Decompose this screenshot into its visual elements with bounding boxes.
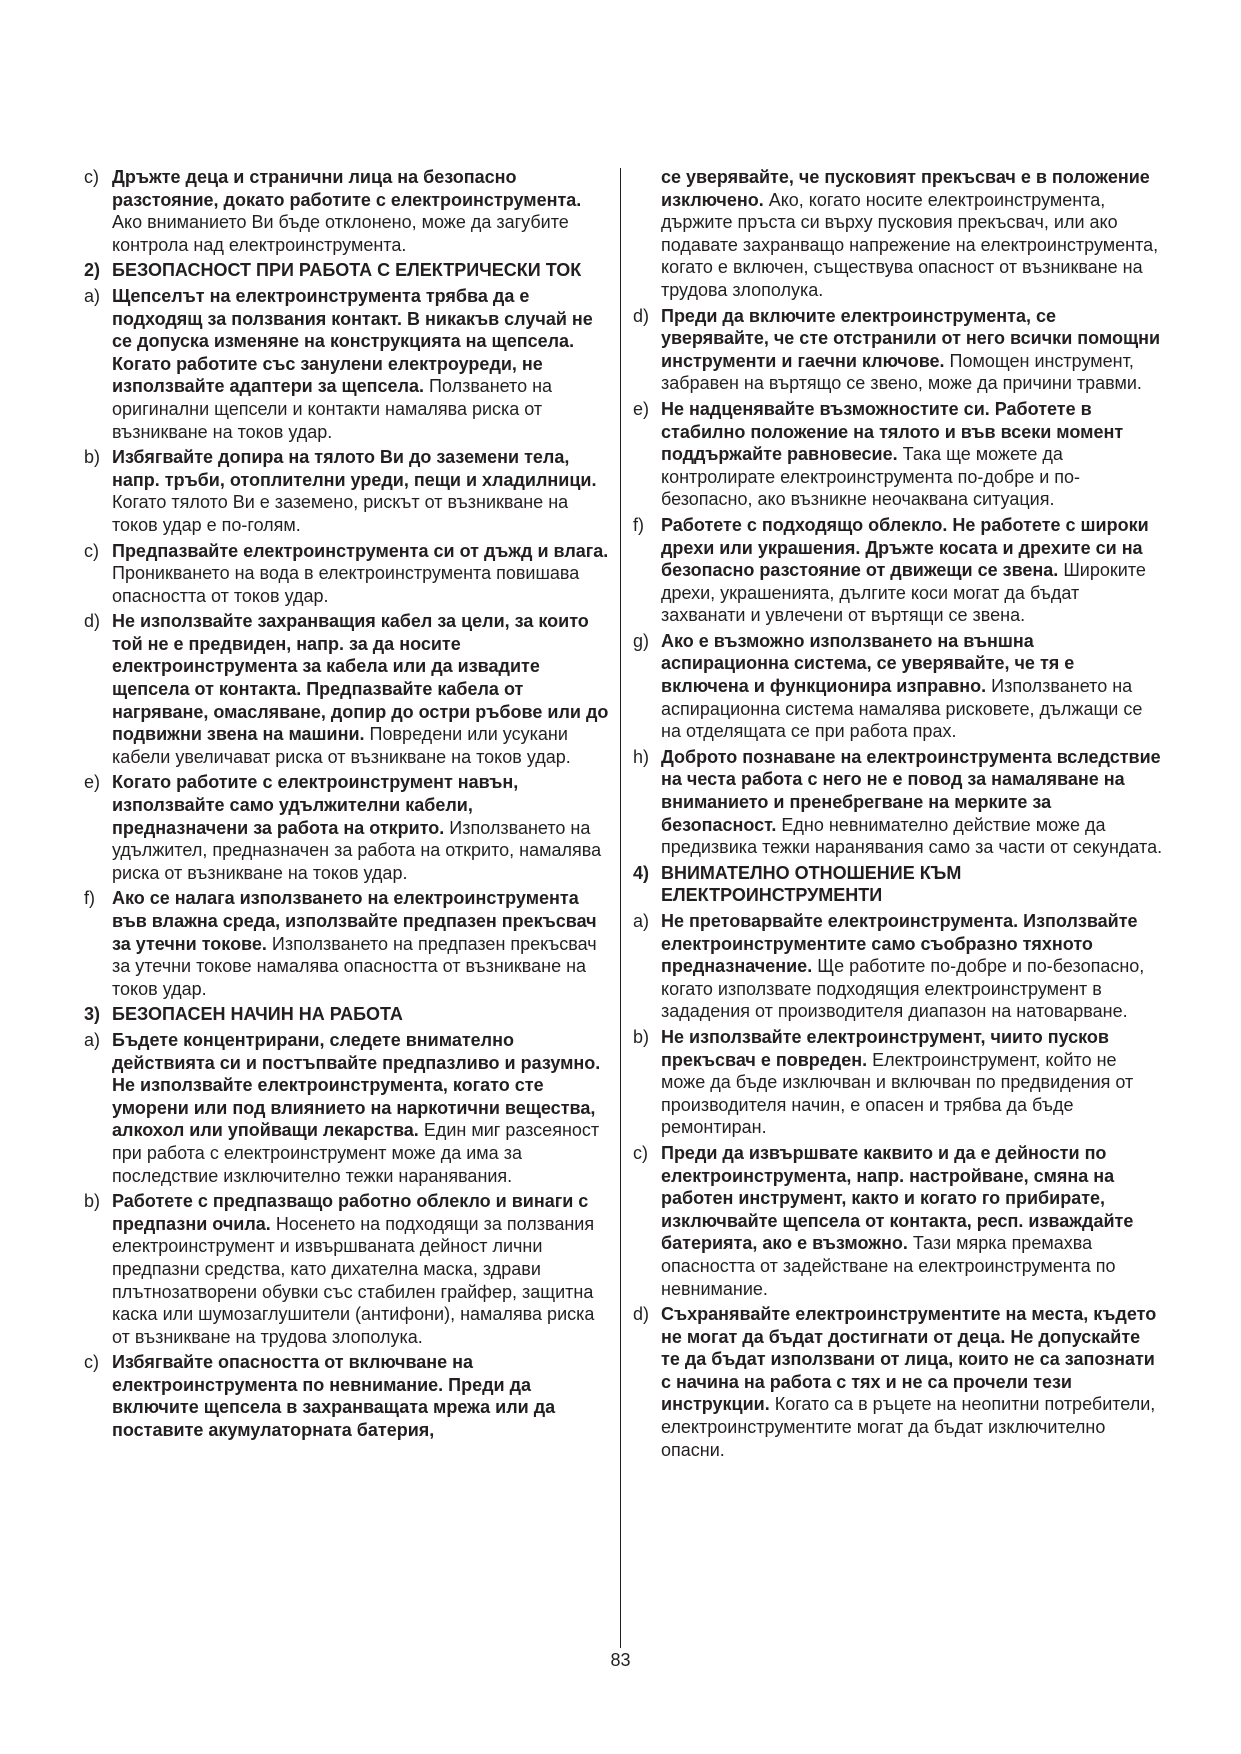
list-item-continuation	[661, 166, 1163, 302]
item-label: f)	[633, 514, 644, 535]
item-body	[112, 446, 610, 536]
item-body	[661, 746, 1163, 859]
item-label: c)	[84, 540, 99, 561]
list-item	[84, 285, 610, 443]
item-bold-text: Ако се налага използването на електроинструмента във влажна среда, използвайте предпазен прекъсвач за утечни токове.	[112, 888, 597, 954]
item-text: Използването на предпазен прекъсвач за утечни токове намалява опасността от възникване на токов удар.	[112, 933, 597, 999]
item-label: d)	[633, 1304, 650, 1325]
item-body	[112, 285, 610, 443]
left-column	[84, 166, 610, 1445]
item-text: Когато тялото Ви е заземено, рискът от възникване на токов удар е по-голям.	[112, 492, 569, 535]
item-body	[112, 1190, 610, 1348]
item-bold-text: Преди да включите електроинструмента, се уверявайте, че сте отстранили от него всички помощни инструменти и гаечни ключове.	[661, 305, 1161, 371]
item-text: Когато са в ръцете на неопитни потребители, електроинструментите могат да бъдат изключително опасни.	[661, 1394, 1156, 1460]
item-bold-text: Не използвайте електроинструмент, чиито пусков прекъсвач е повреден.	[661, 1026, 1109, 1070]
list-item	[633, 398, 1163, 511]
item-text: Ще работите по-добре и по-безопасно, когато използвате подходящия електроинструмент в зададения от производителя диапазон на натоварване.	[661, 956, 1145, 1022]
item-bold-text: Ако е възможно използването на външна аспирационна система, се уверявайте, че тя е включена и функционира изправно.	[661, 630, 1075, 697]
item-label: h)	[633, 746, 650, 767]
item-body	[661, 910, 1163, 1023]
item-bold-text: Работете с подходящо облекло. Не работете с широки дрехи или украшения. Дръжте косата и дрехите си на безопасно разстояние от движещи се звена.	[661, 514, 1149, 581]
item-text: Електроинструмент, който не може да бъде изключван и включван по предвидения от производителя начин, е опасен и трябва да бъде ремонтиран.	[661, 1049, 1134, 1138]
section-title: ВНИМАТЕЛНО ОТНОШЕНИЕ КЪМ ЕЛЕКТРОИНСТРУМЕНТИ	[661, 862, 962, 906]
item-label: f)	[84, 888, 95, 909]
item-body	[112, 610, 610, 768]
item-label: b)	[633, 1026, 650, 1047]
item-label: d)	[633, 305, 650, 326]
list-item	[633, 514, 1163, 627]
list-item	[633, 1142, 1163, 1300]
list-item	[84, 887, 610, 1000]
page-number: 83	[610, 1650, 631, 1670]
item-bold-text: Не надценявайте възможностите си. Работете в стабилно положение на тялото и във всеки момент поддържайте равновесие.	[661, 398, 1124, 465]
section-heading	[84, 1003, 610, 1026]
item-label: c)	[84, 167, 99, 187]
list-item	[84, 540, 610, 608]
item-bold-text: Съхранявайте електроинструментите на места, където не могат да бъдат достигнати от деца. Не допускайте те да бъдат използвани от лица, които не са запознати с начина на работа с тях и не са прочели тези инструкции.	[661, 1304, 1157, 1415]
item-bold-text: Работете с предпазващо работно облекло и винаги с предпазни очила.	[112, 1191, 589, 1234]
item-text: Ползването на оригинални щепсели и контакти намалява риска от възникване на токов удар.	[112, 376, 553, 442]
list-item	[633, 1026, 1163, 1139]
item-text: Ако, когато носите електроинструмента, държите пръста си върху пусковия прекъсвач, или ако подавате захранващо напрежение на електроинструмента, когато е включен, съществува опасност от възникване на трудова злополука.	[661, 189, 1159, 300]
list-item	[633, 910, 1163, 1023]
item-body	[661, 398, 1163, 511]
item-label: g)	[633, 630, 650, 651]
item-bold-text: Не претоварвайте електроинструмента. Използвайте електроинструментите само съобразно тяхното предназначение.	[661, 911, 1138, 977]
item-text: Използването на удължител, предназначен за работа на открито, намалява риска от възникване на токов удар.	[112, 817, 602, 883]
list-item	[633, 746, 1163, 859]
item-text: Проникването на вода в електроинструмента повишава опасността от токов удар.	[112, 563, 580, 606]
item-label: b)	[84, 447, 101, 468]
item-label: a)	[633, 911, 650, 931]
item-text: Повредени или усукани кабели увеличават риска от възникване на токов удар.	[112, 724, 571, 767]
list-item	[633, 305, 1163, 395]
item-bold-text: се уверявайте, че пусковият прекъсвач е в положение изключено.	[661, 167, 1150, 210]
item-text: Едно невнимателно действие може да предизвика тежки наранявания само за части от секундата.	[661, 814, 1163, 858]
item-text: Помощен инструмент, забравен на въртящо се звено, може да причини травми.	[661, 350, 1142, 394]
item-text: Ако вниманието Ви бъде отклонено, може да загубите контрола над електроинструмента.	[112, 212, 569, 255]
item-label: d)	[84, 611, 101, 632]
column-divider	[620, 168, 621, 1648]
section-title: БЕЗОПАСНОСТ ПРИ РАБОТА С ЕЛЕКТРИЧЕСКИ ТОК	[112, 260, 582, 281]
item-body	[112, 771, 610, 884]
item-text: Широките дрехи, украшенията, дългите коси могат да бъдат захванати и увлечени от въртящи се звена.	[661, 560, 1146, 626]
section-title: БЕЗОПАСЕН НАЧИН НА РАБОТА	[112, 1004, 403, 1025]
item-label: a)	[84, 1029, 101, 1050]
item-body	[661, 1026, 1163, 1139]
item-body	[661, 305, 1163, 395]
item-bold-text: Доброто познаване на електроинструмента вследствие на честа работа с него не е повод за намаляване на вниманието и пренебрегване на мерките за безопасност.	[661, 746, 1161, 835]
item-bold-text: Предпазвайте електроинструмента си от дъжд и влага.	[112, 540, 609, 561]
item-body	[112, 540, 610, 608]
list-item	[84, 610, 610, 768]
item-text: Така ще можете да контролирате електроинструмента по-добре и по-безопасно, ако възникне неочаквана ситуация.	[661, 444, 1081, 510]
item-label: e)	[84, 772, 101, 793]
list-item	[84, 1029, 610, 1187]
item-bold-text: Дръжте деца и странични лица на безопасно разстояние, докато работите с електроинструмента.	[112, 167, 582, 210]
list-item	[84, 446, 610, 536]
item-body	[112, 1351, 610, 1441]
list-item	[84, 771, 610, 884]
right-column	[633, 166, 1163, 1464]
item-bold-text: Щепселът на електроинструмента трябва да е подходящ за ползвания контакт. В никакъв случай не се допуска изменяне на конструкцията на щепсела. Когато работите със занулени електроуреди, не използвайте адаптери за щепсела.	[112, 285, 593, 397]
item-body	[661, 1142, 1163, 1300]
item-body	[112, 1029, 610, 1187]
item-body	[112, 887, 610, 1000]
item-text: Използването на аспирационна система намалява рисковете, дължащи се на отделящата се при работа прах.	[661, 676, 1143, 742]
item-body	[661, 1303, 1163, 1461]
item-label: b)	[84, 1191, 101, 1212]
section-number: 2)	[84, 260, 101, 281]
item-bold-text: Бъдете концентрирани, следете внимателно действията си и постъпвайте предпазливо и разумно. Не използвайте електроинструмента, когато сте уморени или под влиянието на наркотични вещества, алкохол или упойващи лекарства.	[112, 1029, 601, 1141]
list-item	[633, 630, 1163, 743]
list-item	[633, 1303, 1163, 1461]
list-item	[84, 1351, 610, 1441]
item-bold-text: Когато работите с електроинструмент навън, използвайте само удължителни кабели, предназначени за работа на открито.	[112, 772, 519, 838]
item-bold-text: Избягвайте опасността от включване на електроинструмента по невнимание. Преди да включите щепсела в захранващата мрежа или да поставите акумулаторната батерия,	[112, 1352, 556, 1441]
item-body	[661, 630, 1163, 743]
section-number: 3)	[84, 1004, 101, 1025]
item-bold-text: Преди да извършвате каквито и да е дейности по електроинструмента, напр. настройване, смяна на работен инструмент, както и когато го прибирате, изключвайте щепсела от контакта, респ. изваждайте батерията, ако е възможно.	[661, 1142, 1134, 1254]
item-body	[112, 166, 610, 256]
section-number: 4)	[633, 862, 650, 883]
item-label: a)	[84, 285, 101, 306]
item-label: c)	[84, 1352, 99, 1373]
list-item	[84, 166, 610, 256]
item-text: Един миг разсеяност при работа с електроинструмент може да има за последствие изключително тежки наранявания.	[112, 1120, 600, 1186]
item-label: e)	[633, 398, 650, 419]
item-text: Носенето на подходящи за ползвания електроинструмент и извършваната дейност лични предпазни средства, като дихателна маска, здрави плътнозатворени обувки със стабилен грайфер, защитна каска или шумозаглушители (антифони), намалява риска от възникване на трудова злополука.	[112, 1213, 595, 1347]
item-bold-text: Не използвайте захранващия кабел за цели, за които той не е предвиден, напр. за да носите електроинструмента за кабела или да извадите щепсела от контакта. Предпазвайте кабела от нагряване, омасляване, допир до остри ръбове или до подвижни звена на машини.	[112, 611, 609, 745]
item-text: Тази мярка премахва опасността от задействане на електроинструмента по невнимание.	[661, 1233, 1116, 1299]
list-item	[84, 1190, 610, 1348]
item-body	[661, 514, 1163, 627]
item-label: c)	[633, 1142, 648, 1163]
item-bold-text: Избягвайте допира на тялото Ви до заземени тела, напр. тръби, отоплителни уреди, пещи и хладилници.	[112, 447, 597, 490]
section-heading	[84, 259, 610, 282]
section-heading	[633, 862, 1163, 907]
